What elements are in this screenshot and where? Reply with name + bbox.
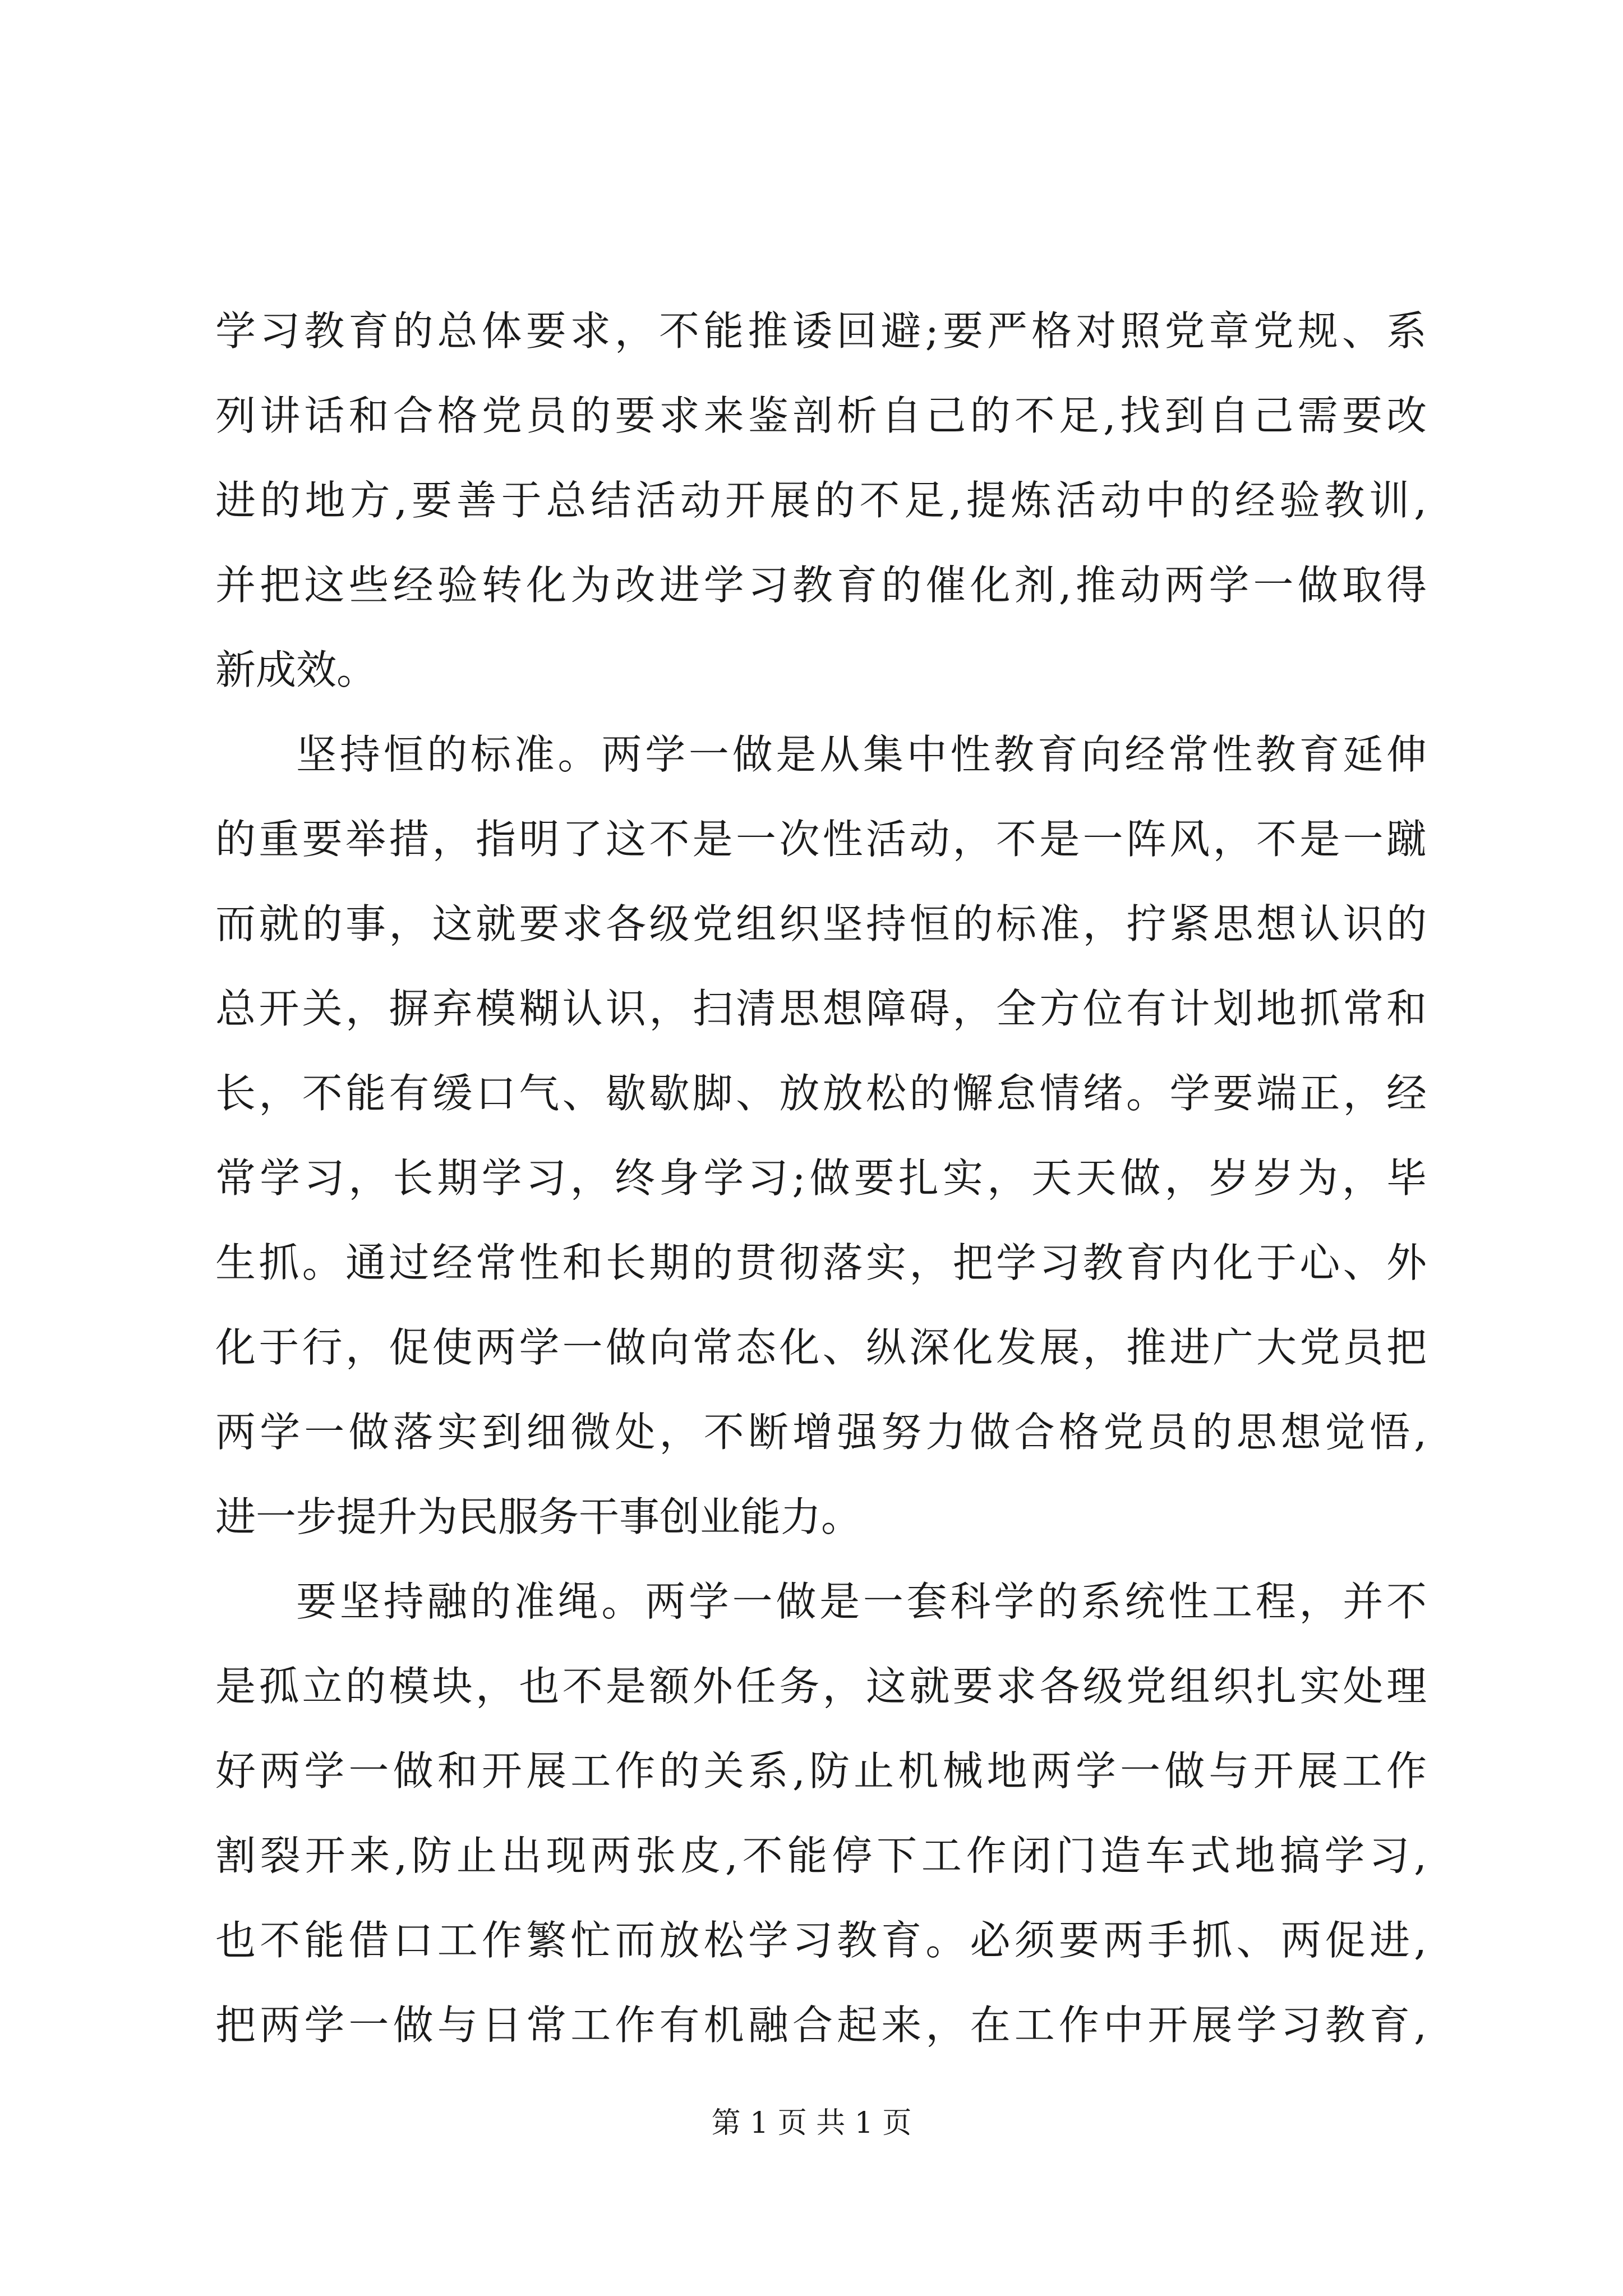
text-line: 进一步提升为民服务干事创业能力。 xyxy=(215,1493,862,1540)
text-line: 把两学一做与日常工作有机融合起来，在工作中开展学习教育, xyxy=(215,2001,1427,2049)
document-body xyxy=(215,289,1427,2068)
text-line: 总开关，摒弃模糊认识，扫清思想障碍，全方位有计划地抓常和 xyxy=(215,985,1427,1032)
text-line: 长，不能有缓口气、歇歇脚、放放松的懈怠情绪。学要端正，经 xyxy=(215,1070,1427,1117)
text-line: 生抓。通过经常性和长期的贯彻落实，把学习教育内化于心、外 xyxy=(215,1239,1427,1286)
text-line: 进的地方,要善于总结活动开展的不足,提炼活动中的经验教训, xyxy=(215,477,1427,524)
text-line: 列讲话和合格党员的要求来鉴剖析自己的不足,找到自己需要改 xyxy=(215,392,1427,439)
text-line: 也不能借口工作繁忙而放松学习教育。必须要两手抓、两促进, xyxy=(215,1917,1427,1964)
text-line: 新成效。 xyxy=(215,646,377,693)
text-line: 而就的事，这就要求各级党组织坚持恒的标准，拧紧思想认识的 xyxy=(215,900,1427,947)
text-line: 好两学一做和开展工作的关系,防止机械地两学一做与开展工作 xyxy=(215,1747,1427,1795)
text-line: 常学习，长期学习，终身学习;做要扎实，天天做，岁岁为，毕 xyxy=(215,1154,1427,1202)
text-line: 割裂开来,防止出现两张皮,不能停下工作闭门造车式地搞学习, xyxy=(215,1832,1427,1879)
paragraph-start-line: 要坚持融的准绳。两学一做是一套科学的系统性工程，并不 xyxy=(296,1578,1427,1625)
text-line: 化于行，促使两学一做向常态化、纵深化发展，推进广大党员把 xyxy=(215,1324,1427,1371)
page-number-footer: 第 1 页 共 1 页 xyxy=(711,2106,912,2140)
text-line: 是孤立的模块，也不是额外任务，这就要求各级党组织扎实处理 xyxy=(215,1663,1427,1710)
text-line: 两学一做落实到细微处，不断增强努力做合格党员的思想觉悟, xyxy=(215,1409,1427,1456)
text-line: 学习教育的总体要求，不能推诿回避;要严格对照党章党规、系 xyxy=(215,307,1427,355)
text-line: 并把这些经验转化为改进学习教育的催化剂,推动两学一做取得 xyxy=(215,562,1427,609)
text-line: 的重要举措，指明了这不是一次性活动，不是一阵风，不是一蹴 xyxy=(215,816,1427,863)
paragraph-start-line: 坚持恒的标准。两学一做是从集中性教育向经常性教育延伸 xyxy=(296,731,1427,778)
